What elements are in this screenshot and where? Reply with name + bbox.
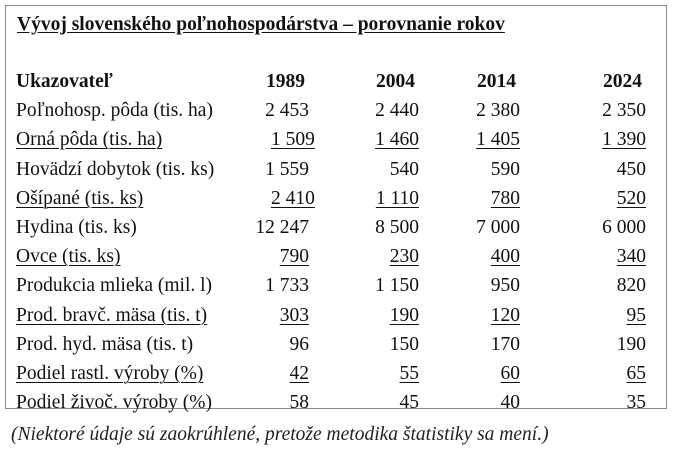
value-cell <box>419 388 520 417</box>
value-cell <box>520 301 646 330</box>
table-row <box>6 96 646 125</box>
table-row <box>6 125 646 154</box>
row-label-cell <box>6 301 251 330</box>
row-label-cell <box>6 330 251 359</box>
value-cell <box>520 125 646 154</box>
cell-value: 6 000 <box>602 217 646 239</box>
value-cell <box>309 388 419 417</box>
table-row <box>6 388 646 417</box>
header-indicator: Ukazovateľ <box>16 71 113 93</box>
value-cell <box>309 96 419 125</box>
cell-value: 450 <box>616 158 646 180</box>
header-year-2004: 2004 <box>376 71 415 93</box>
value-cell <box>419 96 520 125</box>
row-label: Poľnohosp. pôda (tis. ha) <box>16 100 213 122</box>
cell-value: 95 <box>626 304 646 326</box>
value-cell <box>309 330 419 359</box>
cell-value: 950 <box>490 275 520 297</box>
table-frame <box>5 5 667 414</box>
cell-value: 150 <box>389 333 419 355</box>
row-label-cell <box>6 125 251 154</box>
value-cell <box>251 301 309 330</box>
value-cell <box>419 271 520 300</box>
value-cell <box>309 271 419 300</box>
cell-value: 1 110 <box>375 187 419 209</box>
row-label: Ošípané (tis. ks) <box>16 187 144 209</box>
row-label: Podiel rastl. výroby (%) <box>16 362 204 384</box>
row-label: Produkcia mlieka (mil. l) <box>16 275 213 297</box>
row-label-cell <box>6 213 251 242</box>
cell-value: 96 <box>289 333 309 355</box>
cell-value: 780 <box>490 187 520 209</box>
row-label-cell <box>6 184 251 213</box>
cell-value: 1 390 <box>602 129 646 151</box>
row-label: Orná pôda (tis. ha) <box>16 129 163 151</box>
cell-value: 2 453 <box>265 100 309 122</box>
value-cell <box>419 155 520 184</box>
table-row <box>6 155 646 184</box>
table-row <box>6 271 646 300</box>
value-cell <box>520 96 646 125</box>
cell-value: 190 <box>389 304 419 326</box>
cell-value: 540 <box>389 158 419 180</box>
value-cell <box>419 125 520 154</box>
cell-value: 1 509 <box>271 129 315 151</box>
cell-value: 1 733 <box>265 275 309 297</box>
header-row <box>6 67 646 96</box>
cell-value: 230 <box>389 246 419 268</box>
value-cell <box>520 213 646 242</box>
value-cell <box>309 359 419 388</box>
cell-value: 7 000 <box>476 217 520 239</box>
value-cell <box>419 213 520 242</box>
cell-value: 1 405 <box>476 129 520 151</box>
row-label-cell <box>6 388 251 417</box>
cell-value: 520 <box>616 187 646 209</box>
value-cell <box>251 96 309 125</box>
cell-value: 590 <box>490 158 520 180</box>
row-label: Prod. hyd. mäsa (tis. t) <box>16 333 194 355</box>
data-table <box>6 67 646 417</box>
cell-value: 2 350 <box>602 100 646 122</box>
cell-value: 2 410 <box>271 187 315 209</box>
value-cell <box>251 359 309 388</box>
value-cell <box>309 184 419 213</box>
cell-value: 60 <box>500 362 520 384</box>
cell-value: 820 <box>616 275 646 297</box>
cell-value: 400 <box>490 246 520 268</box>
value-cell <box>520 155 646 184</box>
header-year-1989: 1989 <box>266 71 305 93</box>
value-cell <box>419 184 520 213</box>
table-body <box>6 96 646 417</box>
value-cell <box>309 242 419 271</box>
value-cell <box>251 155 309 184</box>
table-row <box>6 213 646 242</box>
table-row <box>6 301 646 330</box>
table-title: Vývoj slovenského poľnohospodárstva – porovnanie rokov <box>17 14 505 35</box>
header-year-2024: 2024 <box>603 71 642 93</box>
value-cell <box>520 271 646 300</box>
value-cell <box>251 388 309 417</box>
header-year-2014: 2014 <box>477 71 516 93</box>
cell-value: 170 <box>490 333 520 355</box>
footnote: (Niektoré údaje sú zaokrúhlené, pretože metodika štatistiky sa mení.) <box>11 424 549 445</box>
value-cell <box>419 359 520 388</box>
value-cell <box>251 242 309 271</box>
cell-value: 1 150 <box>375 275 419 297</box>
row-label: Ovce (tis. ks) <box>16 246 121 268</box>
value-cell <box>309 155 419 184</box>
value-cell <box>419 330 520 359</box>
table-row <box>6 359 646 388</box>
cell-value: 340 <box>616 246 646 268</box>
row-label: Hydina (tis. ks) <box>16 217 137 239</box>
value-cell <box>520 184 646 213</box>
cell-value: 1 559 <box>265 158 309 180</box>
row-label: Podiel živoč. výroby (%) <box>16 392 213 414</box>
value-cell <box>309 125 419 154</box>
cell-value: 58 <box>289 392 309 414</box>
value-cell <box>520 242 646 271</box>
cell-value: 190 <box>616 333 646 355</box>
row-label-cell <box>6 96 251 125</box>
row-label-cell <box>6 155 251 184</box>
cell-value: 2 380 <box>476 100 520 122</box>
value-cell <box>309 213 419 242</box>
table-row <box>6 184 646 213</box>
cell-value: 303 <box>279 304 309 326</box>
value-cell <box>251 184 315 213</box>
value-cell <box>520 359 646 388</box>
cell-value: 45 <box>399 392 419 414</box>
value-cell <box>251 330 309 359</box>
cell-value: 35 <box>626 392 646 414</box>
row-label-cell <box>6 242 251 271</box>
value-cell <box>419 301 520 330</box>
row-label: Prod. bravč. mäsa (tis. t) <box>16 304 208 326</box>
cell-value: 12 247 <box>255 217 309 239</box>
cell-value: 40 <box>500 392 520 414</box>
cell-value: 790 <box>279 246 309 268</box>
cell-value: 2 440 <box>375 100 419 122</box>
value-cell <box>251 271 309 300</box>
cell-value: 1 460 <box>375 129 419 151</box>
row-label: Hovädzí dobytok (tis. ks) <box>16 158 215 180</box>
table-row <box>6 242 646 271</box>
value-cell <box>520 388 646 417</box>
value-cell <box>251 213 309 242</box>
value-cell <box>309 301 419 330</box>
table-row <box>6 330 646 359</box>
cell-value: 65 <box>626 362 646 384</box>
cell-value: 120 <box>490 304 520 326</box>
value-cell <box>419 242 520 271</box>
value-cell <box>520 330 646 359</box>
row-label-cell <box>6 271 251 300</box>
row-label-cell <box>6 359 251 388</box>
value-cell <box>251 125 315 154</box>
cell-value: 8 500 <box>375 217 419 239</box>
cell-value: 55 <box>399 362 419 384</box>
cell-value: 42 <box>289 362 309 384</box>
